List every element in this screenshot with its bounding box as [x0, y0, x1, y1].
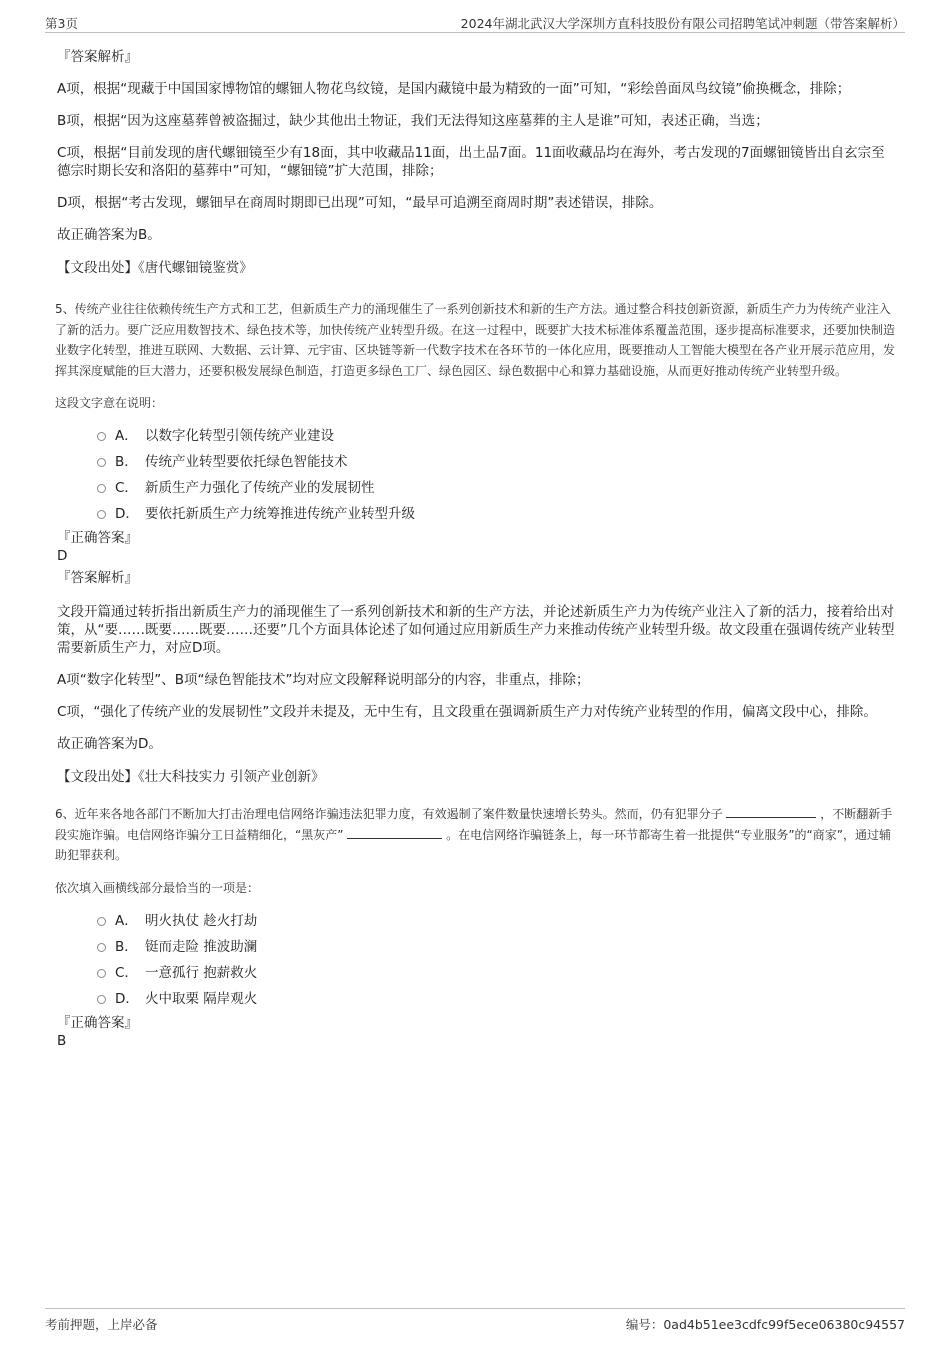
option-text: 传统产业转型要依托绿色智能技术 — [145, 454, 348, 470]
option-text: 明火执仗 趁火打劫 — [145, 912, 258, 929]
question-5-text: 5、传统产业往往依赖传统生产方式和工艺，但新质生产力的涌现催生了一系列创新技术和新的生产方法。通过整合科技创新资源，新质生产力为传统产业注入了新的活力。要广泛应用数智技术、绿色技术等，加快传统产业转型升级。在这一过程中，既要扩大技术标准体系覆盖范围，逐步提高标准要求，还要加快制造业数字化转型，推进互联网、大数据、云计算、元宇宙、区块链等新一代数字技术在各环节的一体化应用，既要推动人工智能大模型在各产业开展示范应用，发挥其深度赋能的巨大潜力，还要积极发展绿色制造，打造更多绿色工厂、绿色园区、绿色数据中心和算力基础设施，从而更好推动传统产业转型升级。 — [55, 302, 896, 378]
option-text: 铤而走险 推波助澜 — [145, 938, 258, 955]
analysis-paragraph: C项，“强化了传统产业的发展韧性”文段并未提及，无中生有，且文段重在强调新质生产力对传统产业转型的作用，偏离文段中心，排除。 — [57, 704, 877, 720]
source-citation: 【文段出处】《唐代螺钿镜鉴赏》 — [57, 260, 253, 276]
question-6-text-part: 6、近年来各地各部门不断加大打击治理电信网络诈骗违法犯罪力度，有效遏制了案件数量快速增长势头。然而，仍有犯罪分子 — [55, 807, 723, 821]
fill-blank-1[interactable] — [726, 805, 816, 818]
correct-answer-label: 『正确答案』 — [57, 1014, 138, 1031]
question-5-prompt: 这段文字意在说明： — [55, 396, 164, 410]
analysis-conclusion: 故正确答案为B。 — [57, 227, 161, 243]
radio-button[interactable] — [97, 917, 106, 926]
option-letter: B． — [115, 938, 138, 955]
fill-blank-2[interactable] — [347, 826, 442, 839]
footer-slogan: 考前押题，上岸必备 — [45, 1317, 158, 1332]
correct-answer-label: 『正确答案』 — [57, 530, 138, 546]
option-d[interactable] — [97, 501, 895, 527]
page-number: 第3页 — [45, 16, 78, 31]
question-6-text — [55, 804, 895, 866]
option-letter: C． — [115, 964, 138, 981]
correct-answer: D — [57, 548, 68, 564]
question-6-options — [97, 908, 895, 1012]
question-6-text-part: 。在电信网络诈骗链条上，每一环节都寄生着一批提供“专业服务”的“商家”，通过辅助犯罪获利。 — [55, 827, 891, 862]
analysis-paragraph: A项，根据“现藏于中国国家博物馆的螺钿人物花鸟纹镜，是国内藏镜中最为精致的一面”可知，“彩绘兽面凤鸟纹镜”偷换概念，排除； — [57, 81, 851, 97]
analysis-conclusion: 故正确答案为D。 — [57, 736, 162, 752]
analysis-paragraph: C项，根据“目前发现的唐代螺钿镜至少有18面，其中收藏品11面，出土品7面。11面收藏品均在海外，考古发现的7面螺钿镜皆出自玄宗至德宗时期长安和洛阳的墓葬中”可知，“螺钿镜”扩大范围，排除； — [57, 145, 885, 179]
radio-button[interactable] — [97, 995, 106, 1004]
option-text: 火中取栗 隔岸观火 — [145, 990, 258, 1007]
option-b[interactable] — [97, 449, 895, 475]
document-title: 2024年湖北武汉大学深圳方直科技股份有限公司招聘笔试冲刺题（带答案解析） — [460, 16, 905, 31]
document-id: 编号：0ad4b51ee3cdfc99f5ece06380c94557 — [625, 1317, 905, 1332]
option-c[interactable] — [97, 960, 895, 986]
option-letter: C． — [115, 480, 138, 496]
option-a[interactable] — [97, 908, 895, 934]
radio-button[interactable] — [97, 458, 106, 467]
option-letter: B． — [115, 454, 138, 470]
question-5-options — [97, 423, 895, 527]
question-6-text-part: ，不断翻新手段实施诈骗。电信网络诈骗分工日益精细化，“黑灰产” — [55, 807, 893, 842]
option-letter: A． — [115, 912, 138, 929]
question-6-prompt: 依次填入画横线部分最恰当的一项是： — [55, 880, 260, 895]
analysis-paragraph: B项，根据“因为这座墓葬曾被盗掘过，缺少其他出土物证，我们无法得知这座墓葬的主人是谁”可知，表述正确，当选； — [57, 113, 769, 129]
option-letter: A． — [115, 428, 138, 444]
document-body — [55, 44, 895, 1050]
analysis-paragraph: D项，根据“考古发现，螺钿早在商周时期即已出现”可知，“最早可追溯至商周时期”表述错误，排除。 — [57, 195, 663, 211]
option-b[interactable] — [97, 934, 895, 960]
source-citation: 【文段出处】《壮大科技实力 引领产业创新》 — [57, 769, 325, 785]
option-letter: D． — [115, 506, 139, 522]
option-text: 新质生产力强化了传统产业的发展韧性 — [145, 480, 375, 496]
analysis-paragraph: 文段开篇通过转折指出新质生产力的涌现催生了一系列创新技术和新的生产方法，并论述新质生产力为传统产业注入了新的活力，接着给出对策，从“要……既要……既要……还要”几个方面具体论述了如何通过应用新质生产力来推动传统产业转型升级。故文段重在强调传统产业转型需要新质生产力，对应D项。 — [57, 604, 895, 656]
page-header — [45, 12, 905, 33]
radio-button[interactable] — [97, 943, 106, 952]
radio-button[interactable] — [97, 484, 106, 493]
radio-button[interactable] — [97, 432, 106, 441]
option-d[interactable] — [97, 986, 895, 1012]
correct-answer: B — [57, 1032, 67, 1049]
option-letter: D． — [115, 990, 139, 1007]
page-footer — [45, 1308, 905, 1337]
option-text: 以数字化转型引领传统产业建设 — [145, 428, 334, 444]
option-a[interactable] — [97, 423, 895, 449]
radio-button[interactable] — [97, 510, 106, 519]
analysis-paragraph: A项“数字化转型”、B项“绿色智能技术”均对应文段解释说明部分的内容，非重点，排除； — [57, 672, 590, 688]
analysis-label: 『答案解析』 — [57, 570, 138, 586]
radio-button[interactable] — [97, 969, 106, 978]
analysis-label: 『答案解析』 — [57, 49, 138, 65]
option-text: 一意孤行 抱薪救火 — [145, 964, 258, 981]
option-c[interactable] — [97, 475, 895, 501]
option-text: 要依托新质生产力统筹推进传统产业转型升级 — [145, 506, 415, 522]
